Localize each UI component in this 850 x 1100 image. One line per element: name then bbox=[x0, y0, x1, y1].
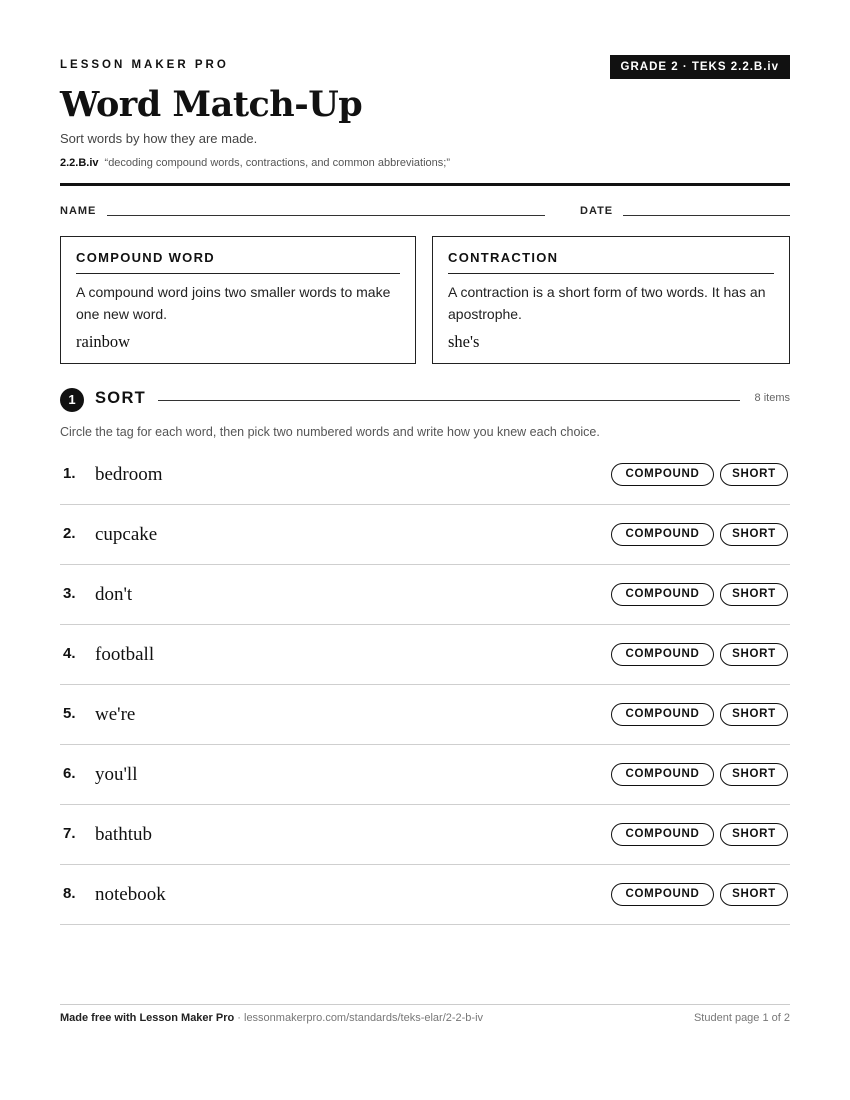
section-title: SORT bbox=[95, 389, 147, 407]
compound-tag[interactable]: COMPOUND bbox=[611, 463, 714, 486]
item-word: bedroom bbox=[95, 464, 163, 485]
definition-divider bbox=[76, 273, 400, 274]
name-label: NAME bbox=[60, 205, 97, 217]
word-list bbox=[60, 445, 790, 925]
short-tag[interactable]: SHORT bbox=[720, 583, 788, 606]
name-field[interactable] bbox=[107, 215, 545, 216]
item-word: cupcake bbox=[95, 524, 158, 545]
page-indicator: Student page 1 of 2 bbox=[693, 1012, 790, 1024]
compound-tag[interactable]: COMPOUND bbox=[611, 523, 714, 546]
item-word: notebook bbox=[95, 884, 166, 905]
section-divider bbox=[158, 400, 740, 401]
section-number-badge: 1 bbox=[60, 388, 84, 412]
definition-text: A compound word joins two smaller words to make one new word. bbox=[76, 284, 391, 322]
short-tag[interactable]: SHORT bbox=[720, 883, 788, 906]
short-tag[interactable]: SHORT bbox=[720, 703, 788, 726]
instructions: Circle the tag for each word, then pick two numbered words and write how you knew each choice. bbox=[60, 425, 600, 439]
date-field[interactable] bbox=[623, 215, 790, 216]
item-number: 3. bbox=[63, 585, 76, 602]
standard-code: 2.2.B.iv bbox=[60, 157, 99, 169]
compound-tag[interactable]: COMPOUND bbox=[611, 883, 714, 906]
short-tag[interactable]: SHORT bbox=[720, 823, 788, 846]
word-row bbox=[60, 505, 790, 565]
item-number: 7. bbox=[63, 825, 76, 842]
item-word: football bbox=[95, 644, 155, 665]
word-row bbox=[60, 745, 790, 805]
definition-example: rainbow bbox=[76, 332, 131, 351]
definition-title: COMPOUND WORD bbox=[76, 250, 215, 265]
grade-badge: GRADE 2 · TEKS 2.2.B.iv bbox=[610, 55, 790, 79]
compound-tag[interactable]: COMPOUND bbox=[611, 703, 714, 726]
definition-divider bbox=[448, 273, 774, 274]
compound-tag[interactable]: COMPOUND bbox=[611, 583, 714, 606]
word-row bbox=[60, 565, 790, 625]
compound-tag[interactable]: COMPOUND bbox=[611, 643, 714, 666]
brand-name: LESSON MAKER PRO bbox=[60, 59, 229, 71]
short-tag[interactable]: SHORT bbox=[720, 523, 788, 546]
word-row bbox=[60, 625, 790, 685]
definition-title: CONTRACTION bbox=[448, 250, 559, 265]
footer-made-by: Made free with Lesson Maker Pro bbox=[60, 1012, 235, 1024]
compound-tag[interactable]: COMPOUND bbox=[611, 763, 714, 786]
word-row bbox=[60, 805, 790, 865]
item-number: 2. bbox=[63, 525, 76, 542]
definition-card-compound bbox=[60, 236, 416, 364]
item-number: 1. bbox=[63, 465, 76, 482]
footer-divider bbox=[60, 1004, 790, 1005]
item-word: you'll bbox=[95, 764, 138, 785]
word-row bbox=[60, 865, 790, 925]
item-count: 8 items bbox=[754, 392, 790, 404]
footer-url[interactable]: · lessonmakerpro.com/standards/teks-elar/2-2-b-iv bbox=[237, 1012, 484, 1024]
standard-line bbox=[60, 157, 450, 169]
item-word: we're bbox=[95, 704, 136, 725]
short-tag[interactable]: SHORT bbox=[720, 643, 788, 666]
short-tag[interactable]: SHORT bbox=[720, 463, 788, 486]
definition-card-contraction bbox=[432, 236, 790, 364]
header-divider bbox=[60, 183, 790, 186]
date-label: DATE bbox=[580, 205, 614, 217]
word-row bbox=[60, 685, 790, 745]
footer-credit bbox=[60, 1012, 483, 1024]
item-word: bathtub bbox=[95, 824, 152, 845]
word-row bbox=[60, 445, 790, 505]
page-title: Word Match-Up bbox=[60, 84, 363, 125]
item-number: 5. bbox=[63, 705, 76, 722]
compound-tag[interactable]: COMPOUND bbox=[611, 823, 714, 846]
item-number: 4. bbox=[63, 645, 76, 662]
standard-text: “decoding compound words, contractions, and common abbreviations;” bbox=[104, 157, 450, 169]
definition-text: A contraction is a short form of two words. It has an apostrophe. bbox=[448, 284, 766, 322]
item-word: don't bbox=[95, 584, 133, 605]
page-subtitle: Sort words by how they are made. bbox=[60, 131, 258, 146]
item-number: 8. bbox=[63, 885, 76, 902]
short-tag[interactable]: SHORT bbox=[720, 763, 788, 786]
item-number: 6. bbox=[63, 765, 76, 782]
definition-example: she's bbox=[448, 332, 480, 351]
